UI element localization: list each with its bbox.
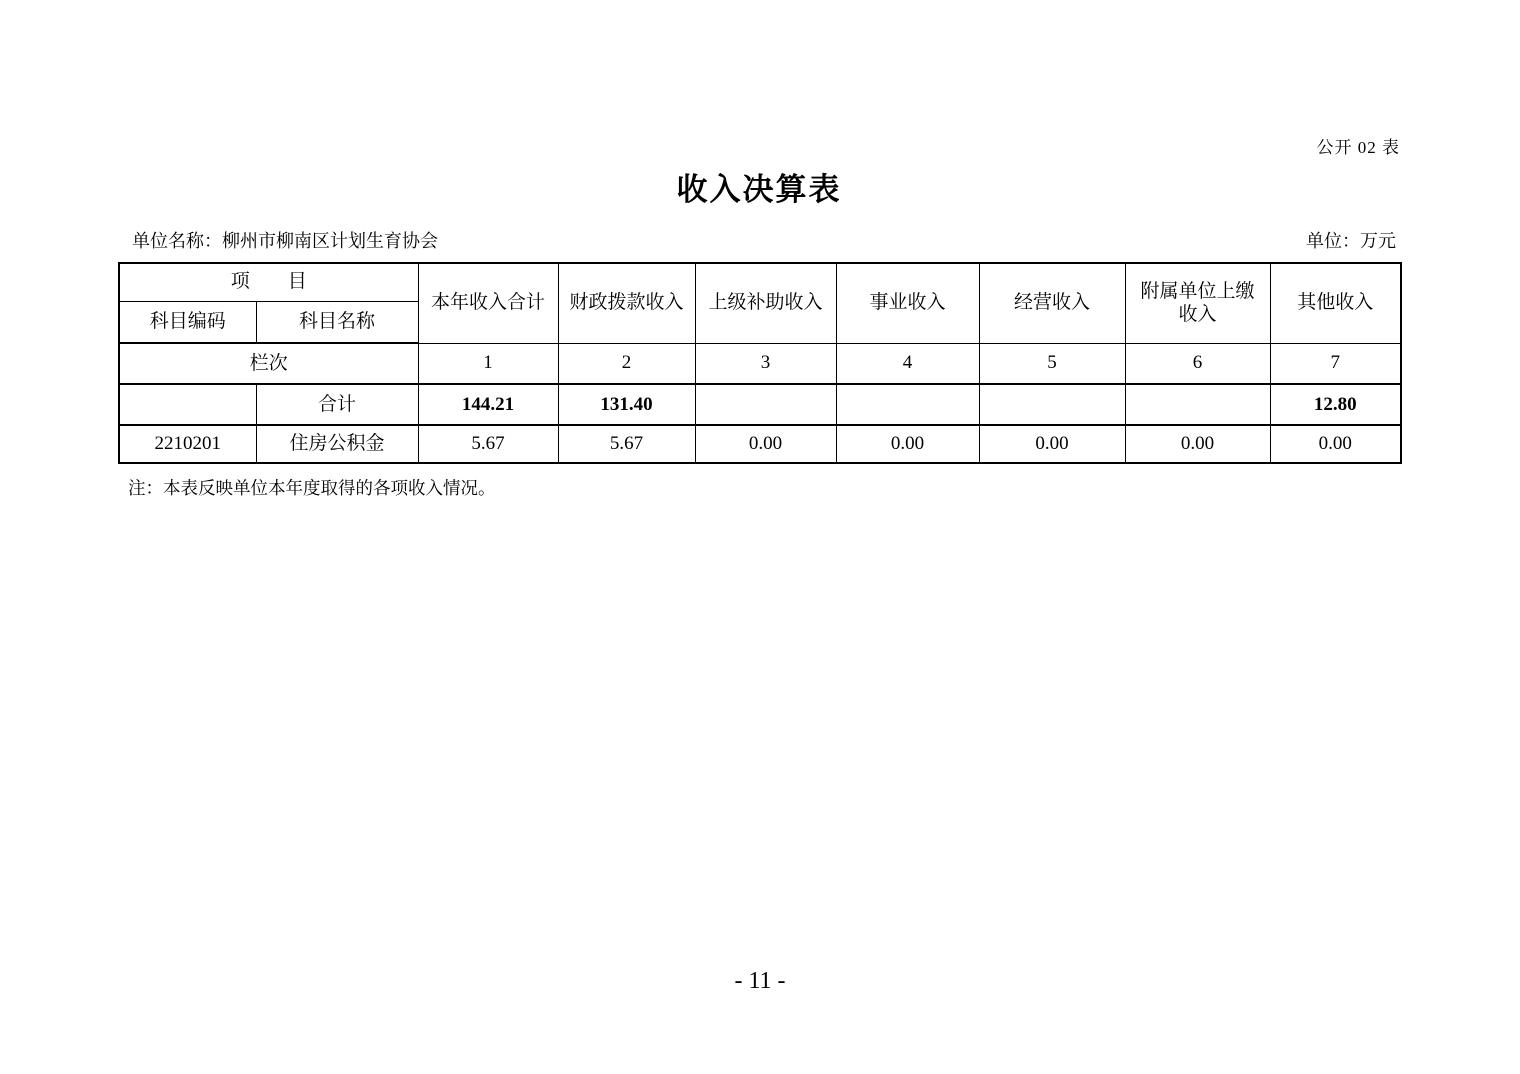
unit-currency: 单位：万元 bbox=[1306, 231, 1396, 251]
row-value-2: 5.67 bbox=[558, 425, 695, 463]
page-number: - 11 - bbox=[734, 968, 786, 994]
column-index-row bbox=[119, 343, 1401, 384]
row-subject-name: 住房公积金 bbox=[256, 425, 418, 463]
column-index-7: 7 bbox=[1270, 343, 1401, 384]
row-value-5: 0.00 bbox=[979, 425, 1125, 463]
total-value-5 bbox=[979, 384, 1125, 425]
header-col-affiliated-units: 附属单位上缴收入 bbox=[1125, 263, 1270, 343]
unit-name: 单位名称：柳州市柳南区计划生育协会 bbox=[132, 231, 438, 251]
header-col-total-income: 本年收入合计 bbox=[418, 263, 558, 343]
total-value-6 bbox=[1125, 384, 1270, 425]
header-subject-name: 科目名称 bbox=[256, 301, 418, 343]
header-col-fiscal-appropriation: 财政拨款收入 bbox=[558, 263, 695, 343]
page-title: 收入决算表 bbox=[676, 172, 842, 207]
row-value-6: 0.00 bbox=[1125, 425, 1270, 463]
income-statement-table bbox=[118, 262, 1402, 464]
column-index-5: 5 bbox=[979, 343, 1125, 384]
total-code-cell bbox=[119, 384, 256, 425]
total-value-3 bbox=[695, 384, 836, 425]
column-index-2: 2 bbox=[558, 343, 695, 384]
header-subject-code: 科目编码 bbox=[119, 301, 256, 343]
header-col-superior-subsidy: 上级补助收入 bbox=[695, 263, 836, 343]
row-value-7: 0.00 bbox=[1270, 425, 1401, 463]
column-index-1: 1 bbox=[418, 343, 558, 384]
column-index-3: 3 bbox=[695, 343, 836, 384]
total-name-cell: 合计 bbox=[256, 384, 418, 425]
unit-info-row bbox=[118, 227, 1400, 253]
row-value-4: 0.00 bbox=[836, 425, 979, 463]
row-value-1: 5.67 bbox=[418, 425, 558, 463]
table-row bbox=[119, 425, 1401, 463]
table-note: 注：本表反映单位本年度取得的各项收入情况。 bbox=[128, 478, 496, 498]
column-index-4: 4 bbox=[836, 343, 979, 384]
table-row-total bbox=[119, 384, 1401, 425]
header-col-business-income: 经营收入 bbox=[979, 263, 1125, 343]
total-value-7: 12.80 bbox=[1270, 384, 1401, 425]
table-header-row-1 bbox=[119, 263, 1401, 301]
header-col-operational-income: 事业收入 bbox=[836, 263, 979, 343]
column-index-6: 6 bbox=[1125, 343, 1270, 384]
row-subject-code: 2210201 bbox=[119, 425, 256, 463]
column-index-label: 栏次 bbox=[119, 343, 418, 384]
header-col-other-income: 其他收入 bbox=[1270, 263, 1401, 343]
header-item-group: 项 目 bbox=[119, 263, 418, 301]
total-value-1: 144.21 bbox=[418, 384, 558, 425]
row-value-3: 0.00 bbox=[695, 425, 836, 463]
total-value-4 bbox=[836, 384, 979, 425]
doc-form-label: 公开 02 表 bbox=[1316, 138, 1400, 157]
total-value-2: 131.40 bbox=[558, 384, 695, 425]
